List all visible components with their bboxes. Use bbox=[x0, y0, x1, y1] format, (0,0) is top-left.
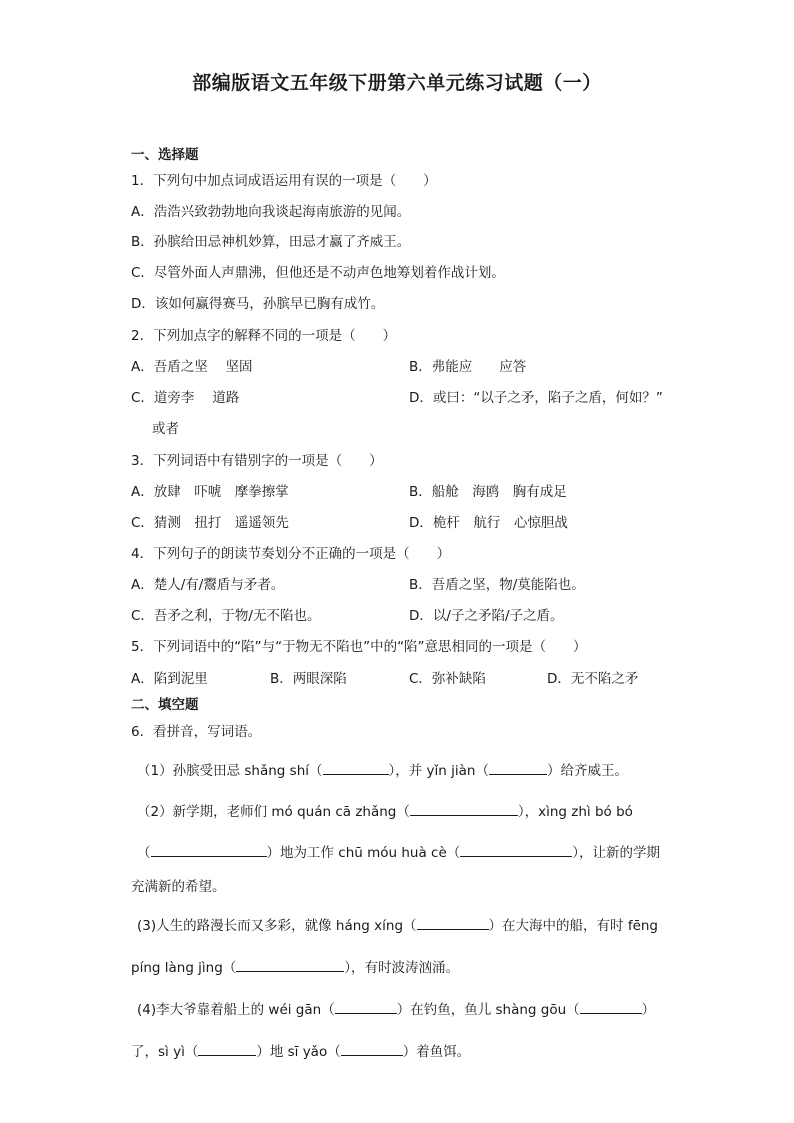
answer-blank[interactable] bbox=[417, 915, 489, 930]
q2-stem: 2．下列加点字的解释不同的一项是（ ） bbox=[131, 328, 397, 344]
answer-blank[interactable] bbox=[335, 999, 397, 1014]
q2-option-b: B．弗能应 应答 bbox=[409, 359, 527, 375]
q6-part2-line2 bbox=[137, 842, 660, 862]
q5-option-c: C．弥补缺陷 bbox=[409, 671, 486, 687]
q6-part3-text-1: (3)人生的路漫长而又多彩，就像 háng xíng（ bbox=[137, 918, 417, 934]
q6-stem: 6．看拼音，写词语。 bbox=[131, 724, 262, 740]
answer-blank[interactable] bbox=[489, 760, 547, 775]
answer-blank[interactable] bbox=[236, 957, 344, 972]
q4-option-b: B．吾盾之坚，物/莫能陷也。 bbox=[409, 577, 585, 593]
q2-option-d: D．或曰：“以子之矛，陷子之盾，何如？” bbox=[409, 390, 663, 406]
answer-blank[interactable] bbox=[341, 1041, 403, 1056]
q5-option-b: B．两眼深陷 bbox=[270, 671, 347, 687]
q5-option-a: A．陷到泥里 bbox=[131, 671, 208, 687]
q6-part4-text-4: 了，sì yì（ bbox=[131, 1044, 199, 1060]
q1-option-c: C．尽管外面人声鼎沸，但他还是不动声色地筹划着作战计划。 bbox=[131, 265, 505, 281]
q3-option-c: C．猜测 扭打 遥遥领先 bbox=[131, 515, 289, 531]
section-fill-heading: 二、填空题 bbox=[131, 697, 199, 713]
q6-part1-text-1: （1）孙膑受田忌 shǎng shí（ bbox=[137, 763, 323, 779]
q5-option-d: D．无不陷之矛 bbox=[547, 671, 639, 687]
answer-blank[interactable] bbox=[151, 842, 267, 857]
section-choice-heading: 一、选择题 bbox=[131, 147, 199, 163]
q6-part2-text-1: （2）新学期，老师们 mó quán cā zhǎng（ bbox=[137, 804, 410, 820]
q4-option-c: C．吾矛之利，于物/无不陷也。 bbox=[131, 608, 321, 624]
q1-option-b: B．孙膑给田忌神机妙算，田忌才赢了齐威王。 bbox=[131, 234, 411, 250]
q6-part4-text-3: ） bbox=[641, 1002, 656, 1018]
q6-part3-line1 bbox=[137, 915, 658, 935]
q3-option-a: A．放肆 吓唬 摩拳擦掌 bbox=[131, 484, 289, 500]
q6-part3-text-3: píng làng jìng（ bbox=[131, 960, 237, 976]
page-title: 部编版语文五年级下册第六单元练习试题（一） bbox=[192, 72, 602, 94]
answer-blank[interactable] bbox=[580, 999, 642, 1014]
q6-part2-text-5: ），让新的学期 bbox=[572, 845, 661, 861]
q2-option-d-meaning: 或者 bbox=[152, 421, 179, 437]
q6-part4-line2 bbox=[131, 1041, 470, 1061]
q6-part4-text-5: ）地 sī yǎo（ bbox=[256, 1044, 341, 1060]
q6-part4-text-6: ）着鱼饵。 bbox=[402, 1044, 471, 1060]
q6-part4-text-1: (4)李大爷靠着船上的 wéi gān（ bbox=[137, 1002, 335, 1018]
answer-blank[interactable] bbox=[410, 801, 518, 816]
q6-part1 bbox=[137, 760, 628, 780]
q3-option-b: B．船舱 海鸥 胸有成足 bbox=[409, 484, 567, 500]
q6-part3-text-2: ）在大海中的船，有时 fēng bbox=[488, 918, 659, 934]
answer-blank[interactable] bbox=[198, 1041, 256, 1056]
q1-option-d: D．该如何赢得赛马，孙膑早已胸有成竹。 bbox=[131, 296, 385, 312]
q6-part4-line1 bbox=[137, 999, 655, 1019]
q6-part2-text-2: ），xìng zhì bó bó bbox=[517, 804, 633, 820]
q6-part2-line3: 充满新的希望。 bbox=[131, 879, 226, 895]
q6-part4-text-2: ）在钓鱼，鱼儿 shàng gōu（ bbox=[396, 1002, 580, 1018]
q2-option-c: C．道旁李 道路 bbox=[131, 390, 240, 406]
answer-blank[interactable] bbox=[323, 760, 389, 775]
q3-stem: 3．下列词语中有错别字的一项是（ ） bbox=[131, 453, 383, 469]
q2-option-a: A．吾盾之坚 坚固 bbox=[131, 359, 253, 375]
q1-stem: 1．下列句中加点词成语运用有误的一项是（ ） bbox=[131, 173, 437, 189]
q3-option-d: D．桅杆 航行 心惊胆战 bbox=[409, 515, 568, 531]
answer-blank[interactable] bbox=[460, 842, 572, 857]
q6-part1-text-3: ）给齐威王。 bbox=[546, 763, 628, 779]
q6-part2-text-3: （ bbox=[137, 845, 151, 861]
q1-option-a: A．浩浩兴致勃勃地向我谈起海南旅游的见闻。 bbox=[131, 204, 411, 220]
q6-part2-text-4: ）地为工作 chū móu huà cè（ bbox=[266, 845, 461, 861]
q4-option-a: A．楚人/有/鬻盾与矛者。 bbox=[131, 577, 285, 593]
q4-stem: 4．下列句子的朗读节奏划分不正确的一项是（ ） bbox=[131, 546, 451, 562]
q6-part3-text-4: ），有时波涛汹涌。 bbox=[344, 960, 460, 976]
q6-part1-text-2: ），并 yǐn jiàn（ bbox=[388, 763, 489, 779]
q6-part3-line2 bbox=[131, 957, 459, 977]
q5-stem: 5．下列词语中的“陷”与“于物无不陷也”中的“陷”意思相同的一项是（ ） bbox=[131, 639, 587, 655]
q6-part2-line1 bbox=[137, 801, 633, 821]
q4-option-d: D．以/子之矛陷/子之盾。 bbox=[409, 608, 564, 624]
